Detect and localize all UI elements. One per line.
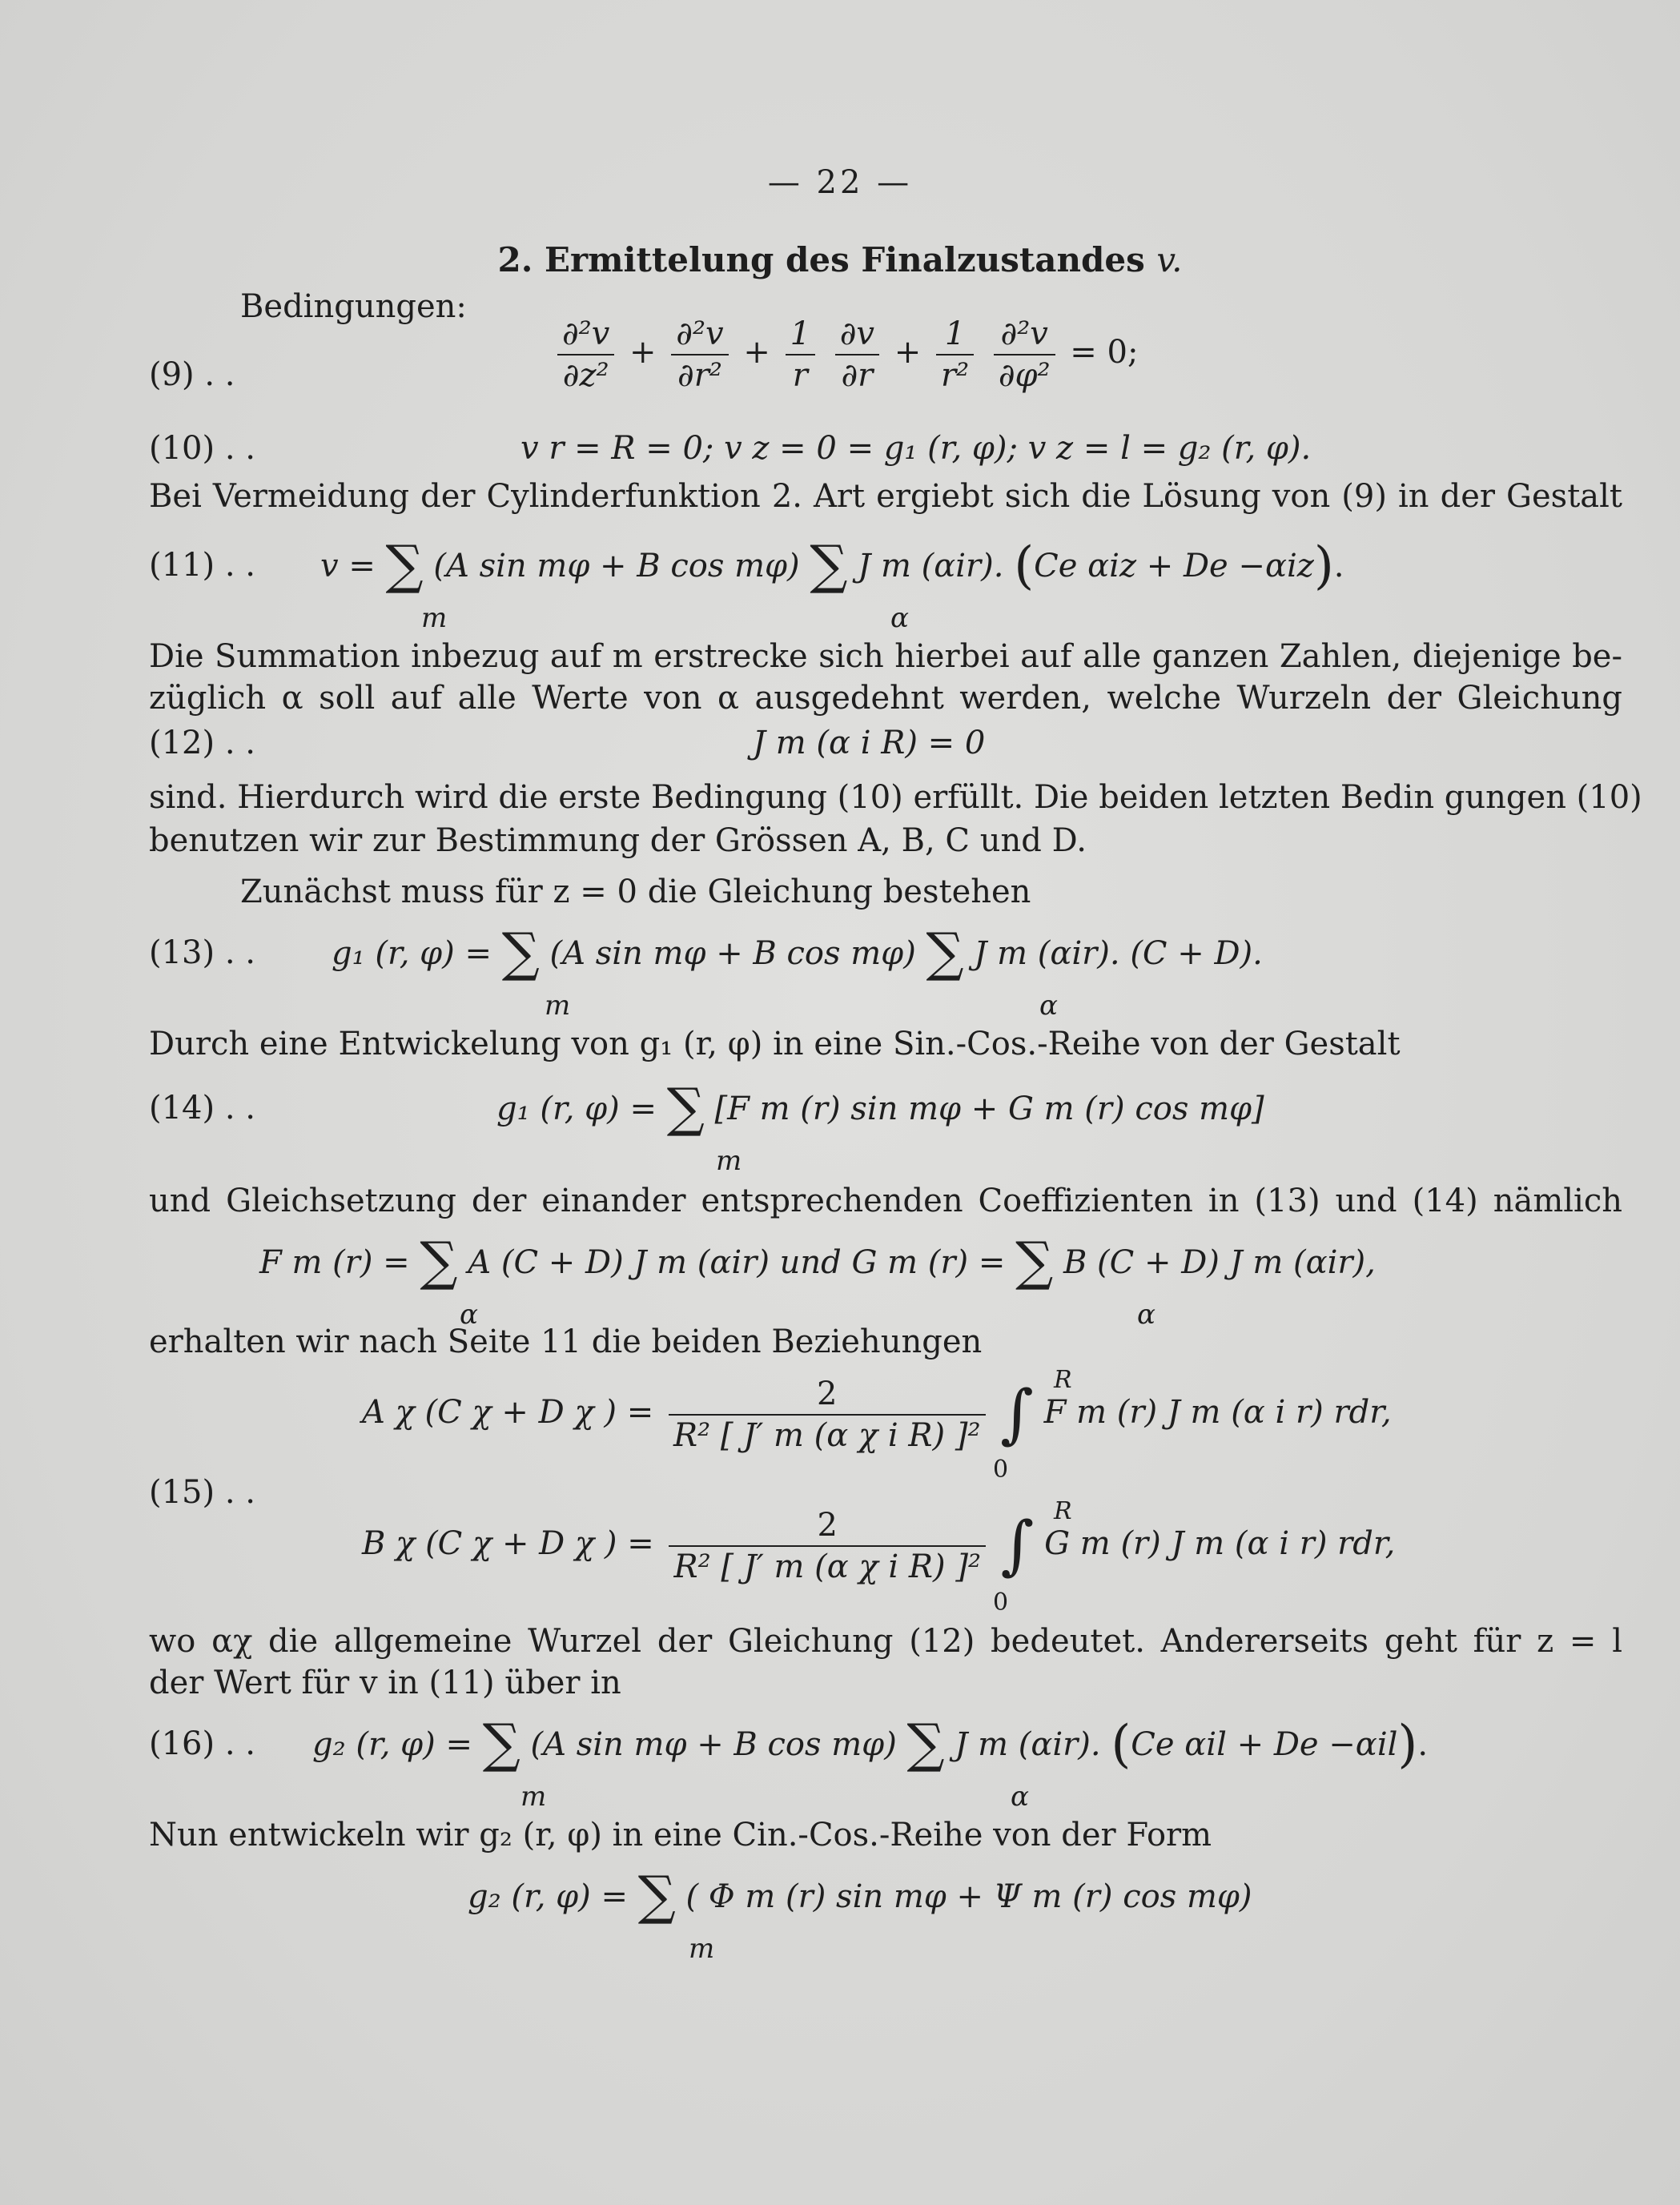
section-heading (0, 240, 1680, 279)
eq11-lhs: v = (320, 548, 376, 584)
eq-label-9: (9) . . (149, 356, 235, 393)
eq15b-integrand: G m (r) J m (α i r) rdr, (1044, 1525, 1396, 1562)
paragraph-5: Durch eine Entwickelung von g₁ (r, φ) in eine Sin.-Cos.-Reihe von der Gestalt (149, 1026, 1401, 1062)
paragraph-8a: wo αχ die allgemeine Wurzel der Gleichung (12) bedeutet. Andererseits geht für z = l (149, 1623, 1622, 1660)
coef-part-c: B (C + D) J m (αir), (1063, 1244, 1376, 1281)
sum-index-alpha: α (1039, 990, 1058, 1022)
sum-index-alpha: α (1011, 1781, 1029, 1813)
equation-15b: B χ (C χ + D χ ) = $\frac{2}{\text{R² [ J′ m (α χ i R) ]²}}$ ∫ G m (r) J m (α i r) rdr, (362, 1507, 1396, 1585)
equation-10: v r = R = 0; v z = 0 = g₁ (r, φ); v z = l = g₂ (r, φ). (520, 430, 1312, 467)
sum-index-alpha: α (1137, 1299, 1156, 1331)
eq15b-denominator: R² [ J′ m (α χ i R) ]² (673, 1548, 982, 1585)
eq15a-lhs: A χ (C χ + D χ ) = (362, 1394, 654, 1431)
sum-symbol-m: ∑ (501, 922, 540, 983)
last-part-a: ( Φ m (r) sin mφ + Ψ m (r) cos mφ) (685, 1878, 1252, 1915)
equation-12: J m (α i R) = 0 (753, 725, 986, 761)
paragraph-7: erhalten wir nach Seite 11 die beiden Beziehungen (149, 1323, 983, 1360)
eq-label-12: (12) . . (149, 725, 255, 761)
eq15a-denominator: R² [ J′ m (α χ i R) ]² (673, 1417, 981, 1454)
paragraph-6: und Gleichsetzung der einander entsprechenden Coeffizienten in (13) und (14) nämlich (149, 1183, 1622, 1219)
sum-symbol-m: ∑ (666, 1077, 705, 1139)
equation-11: v = ∑ (A sin mφ + B cos mφ) ∑ J m (αir). (Ce αiz + De −αiz). (320, 534, 1344, 596)
eq13-part-b: J m (αir). (C + D). (974, 935, 1263, 972)
int-upper-limit: R (1054, 1366, 1072, 1394)
eq16-part-c: Ce αil + De −αil (1131, 1726, 1398, 1763)
sum-symbol-m: ∑ (385, 534, 424, 596)
last-lhs: g₂ (r, φ) = (468, 1878, 628, 1915)
eq-label-11: (11) . . (149, 547, 255, 584)
eq11-part-c: Ce αiz + De −αiz (1034, 548, 1314, 584)
eq16-part-b: J m (αir). (955, 1726, 1101, 1763)
paragraph-3a: sind. Hierdurch wird die erste Bedingung (10) erfüllt. Die beiden letzten Bedin gungen (10) (149, 779, 1642, 816)
section-heading-text: 2. Ermittelung des Finalzustandes (497, 240, 1145, 279)
sum-index-m: m (421, 602, 448, 634)
sum-symbol-m: ∑ (482, 1713, 520, 1774)
paragraph-2a: Die Summation inbezug auf m erstrecke sich hierbei auf alle ganzen Zahlen, diejenige be- (149, 638, 1622, 675)
paragraph-8b: der Wert für v in (11) über in (149, 1665, 621, 1701)
eq11-part-a: (A sin mφ + B cos mφ) (433, 548, 800, 584)
eq15b-lhs: B χ (C χ + D χ ) = (362, 1525, 654, 1562)
eq-label-15: (15) . . (149, 1474, 255, 1511)
paragraph-2b: züglich α soll auf alle Werte von α ausgedehnt werden, welche Wurzeln der Gleichung (149, 680, 1622, 717)
int-lower-limit: 0 (993, 1456, 1009, 1484)
eq11-part-b: J m (αir). (858, 548, 1004, 584)
coef-part-a: F m (r) = (259, 1244, 410, 1281)
sum-symbol-m: ∑ (637, 1865, 676, 1926)
eq13-part-a: (A sin mφ + B cos mφ) (549, 935, 916, 972)
coef-part-b: A (C + D) J m (αir) und G m (r) = (468, 1244, 1006, 1281)
sum-symbol-alpha: ∑ (926, 922, 964, 983)
sum-symbol-alpha: ∑ (420, 1231, 458, 1292)
eq-label-13: (13) . . (149, 934, 255, 971)
sum-index-m: m (716, 1145, 742, 1177)
eq15b-numerator: 2 (669, 1505, 986, 1547)
sum-symbol-alpha: ∑ (810, 534, 848, 596)
equation-9: $\frac{\text{∂²v}}{\text{∂z²}}$ + $\frac{\text{∂²v}}{\text{∂r²}}$ + $\frac{1}{r}$ $\frac{\partial v}{\partial r}$ + $\frac{1}{\text{r²}}$ $\frac{\text{∂²v}}{\text{∂φ²}}$ = 0; (553, 314, 1138, 396)
paragraph-9: Nun entwickeln wir g₂ (r, φ) in eine Cin.-Cos.-Reihe von der Form (149, 1817, 1212, 1854)
sum-symbol-alpha: ∑ (906, 1713, 945, 1774)
eq16-part-a: (A sin mφ + B cos mφ) (530, 1726, 897, 1763)
equation-last (468, 1865, 1252, 1926)
eq13-lhs: g₁ (r, φ) = (332, 935, 492, 972)
eq15a-numerator: 2 (669, 1374, 986, 1416)
eq-label-14: (14) . . (149, 1090, 255, 1127)
int-lower-limit: 0 (993, 1588, 1009, 1617)
equation-14 (496, 1077, 1264, 1139)
conditions-label: Bedingungen: (240, 288, 467, 325)
equation-13 (332, 922, 1263, 983)
paragraph-4: Zunächst muss für z = 0 die Gleichung bestehen (240, 874, 1031, 910)
sum-index-m: m (689, 1933, 715, 1965)
int-upper-limit: R (1054, 1497, 1072, 1525)
eq14-lhs: g₁ (r, φ) = (496, 1090, 657, 1127)
section-heading-variable: v. (1156, 240, 1183, 279)
eq-label-10: (10) . . (149, 430, 255, 467)
coefficient-relation (259, 1231, 1376, 1292)
page-number: — 22 — (767, 164, 913, 201)
equation-15a: A χ (C χ + D χ ) = $\frac{2}{\text{R² [ J′ m (α χ i R) ]²}}$ ∫ F m (r) J m (α i r) rdr, (362, 1376, 1392, 1454)
sum-symbol-alpha: ∑ (1015, 1231, 1054, 1292)
sum-index-alpha: α (460, 1299, 478, 1331)
paragraph-3b: benutzen wir zur Bestimmung der Grössen A, B, C und D. (149, 822, 1087, 859)
paragraph-1: Bei Vermeidung der Cylinderfunktion 2. Art ergiebt sich die Lösung von (9) in der Gestalt (149, 478, 1622, 515)
eq16-lhs: g₂ (r, φ) = (312, 1726, 472, 1763)
eq15a-integrand: F m (r) J m (α i r) rdr, (1043, 1394, 1392, 1431)
eq14-part-a: [F m (r) sin mφ + G m (r) cos mφ] (714, 1090, 1264, 1127)
sum-index-m: m (545, 990, 571, 1022)
equation-16: g₂ (r, φ) = ∑ (A sin mφ + B cos mφ) ∑ J m (αir). (Ce αil + De −αil). (312, 1713, 1429, 1774)
sum-index-alpha: α (890, 602, 909, 634)
eq-label-16: (16) . . (149, 1725, 255, 1762)
sum-index-m: m (520, 1781, 547, 1813)
